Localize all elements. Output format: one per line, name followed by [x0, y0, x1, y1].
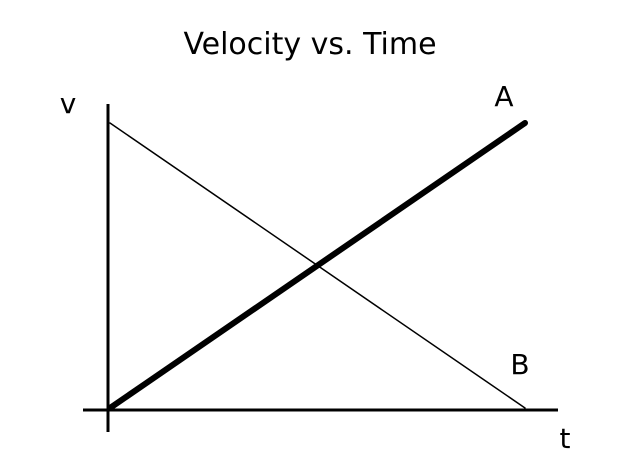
x-axis-label: t [559, 422, 571, 455]
chart-title: Velocity vs. Time [183, 27, 437, 62]
series-label-a: A [494, 80, 514, 113]
series-label-b: B [510, 348, 530, 381]
y-axis-label: v [59, 87, 77, 120]
